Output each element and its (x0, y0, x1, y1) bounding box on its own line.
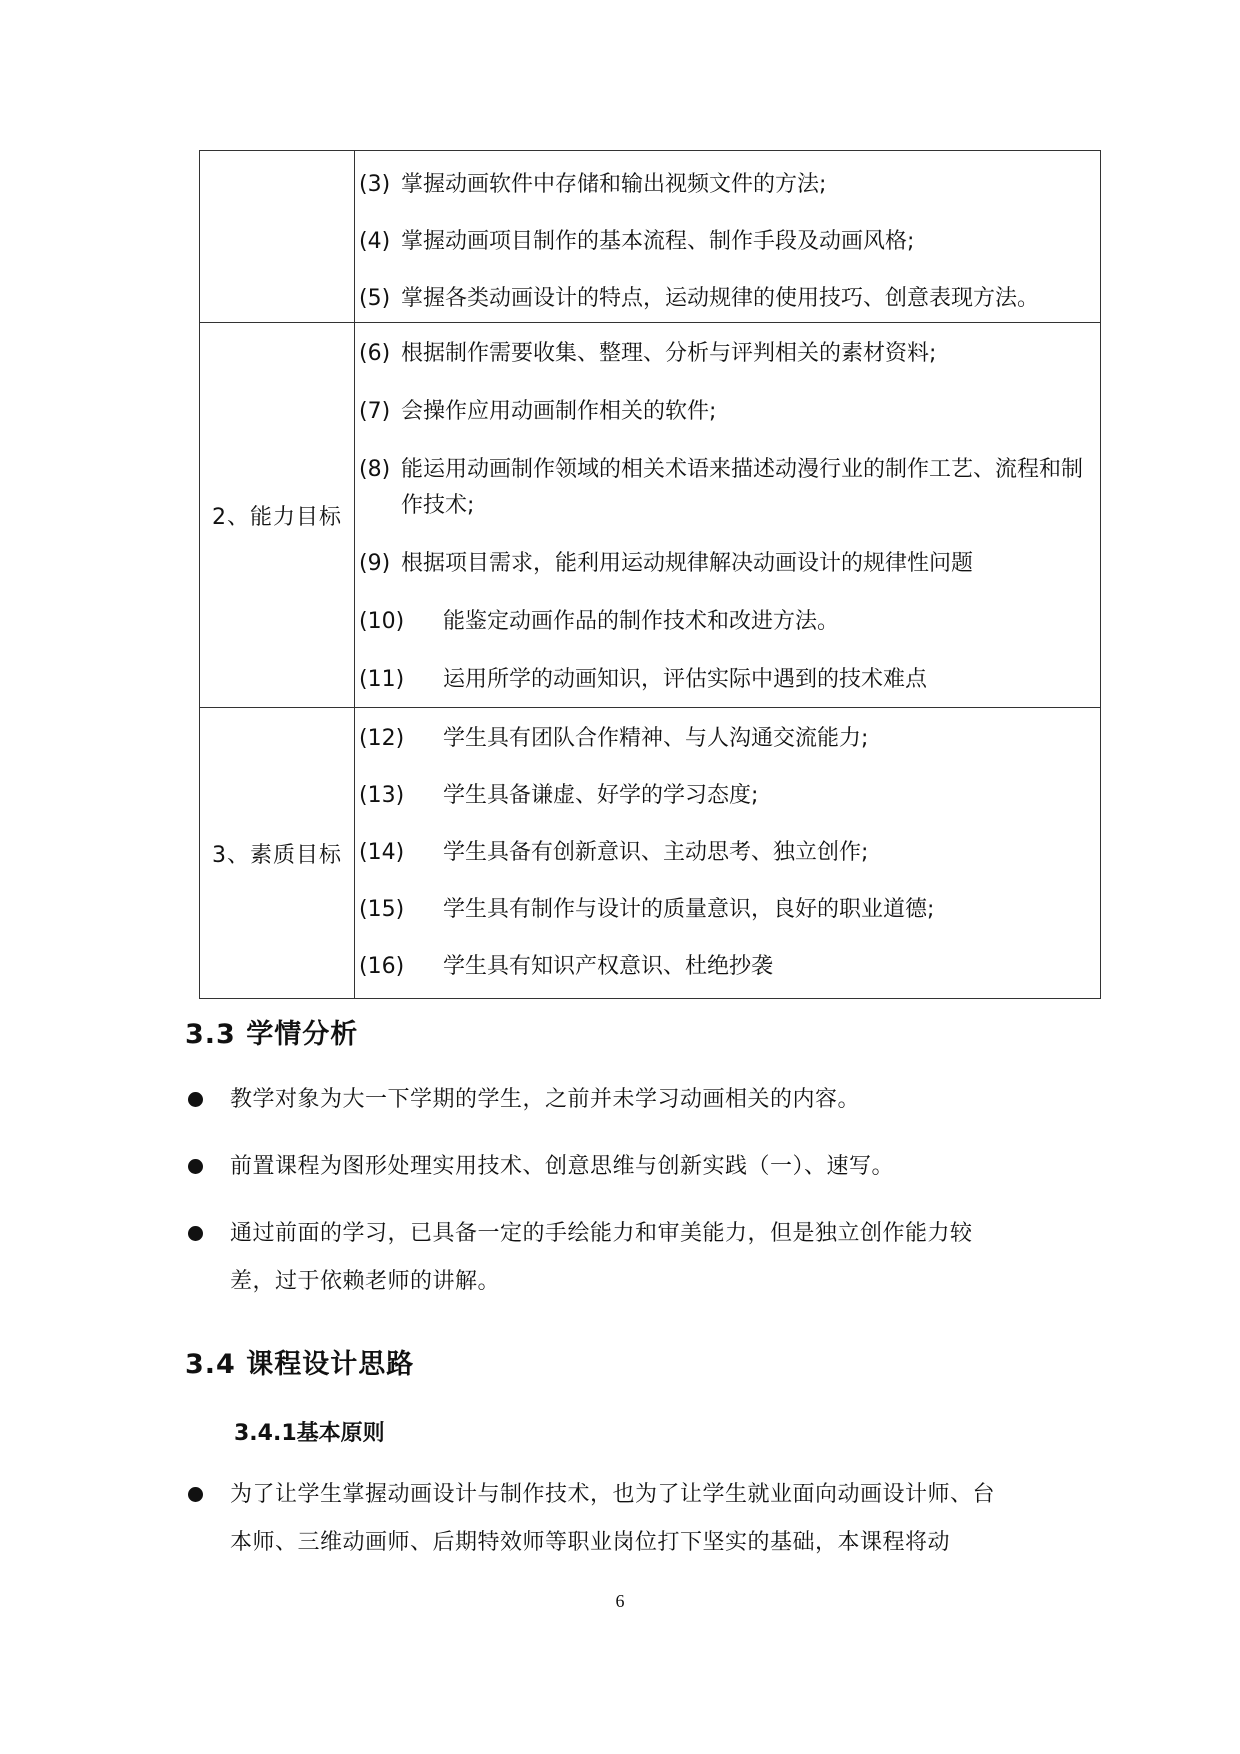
section-heading-3-3: 3.3 学情分析 (185, 1019, 359, 1050)
goal-item (355, 224, 1100, 260)
goal-item-number: (15) (359, 897, 405, 922)
goal-item-number: (3) (359, 171, 391, 197)
category-cell: 3、素质目标 (200, 708, 355, 999)
goal-item (355, 336, 1100, 372)
table-row-ability (200, 323, 1101, 708)
bullet-item (185, 1143, 1015, 1191)
bullet-text: 通过前面的学习，已具备一定的手绘能力和审美能力，但是独立创作能力较差，过于依赖老师的讲解。 (230, 1221, 973, 1294)
goal-item-number: (8) (359, 457, 391, 482)
goal-item-text: 根据项目需求，能利用运动规律解决动画设计的规律性问题 (401, 551, 974, 576)
goal-item-number: (5) (359, 285, 391, 311)
goal-item-text: 学生具有制作与设计的质量意识，良好的职业道德; (443, 897, 935, 922)
goal-item (355, 662, 1100, 698)
goal-item-number: (10) (359, 609, 405, 634)
goal-item (355, 167, 1100, 203)
bullet-text: 教学对象为大一下学期的学生，之前并未学习动画相关的内容。 (230, 1087, 861, 1112)
goal-item-number: (16) (359, 954, 405, 979)
bullet-dot-icon (188, 1092, 203, 1107)
items-cell (355, 151, 1101, 323)
bullet-text: 前置课程为图形处理实用技术、创意思维与创新实践（一）、速写。 (230, 1154, 895, 1179)
bullet-item (185, 1471, 1015, 1567)
goal-item-number: (14) (359, 840, 405, 865)
goal-item-text: 学生具备谦虚、好学的学习态度; (443, 783, 759, 808)
subsection-heading-3-4-1: 3.4.1基本原则 (234, 1421, 385, 1446)
goal-item-number: (7) (359, 399, 391, 424)
category-cell: 2、能力目标 (200, 323, 355, 708)
page-number: 6 (615, 1591, 625, 1611)
goal-item-text: 能鉴定动画作品的制作技术和改进方法。 (443, 609, 840, 634)
goal-item-text: 运用所学的动画知识，评估实际中遇到的技术难点 (443, 667, 928, 692)
goal-item-text: 掌握动画软件中存储和输出视频文件的方法; (401, 171, 827, 197)
bullet-dot-icon (188, 1226, 203, 1241)
goal-item (355, 394, 1100, 430)
goal-item (355, 281, 1100, 317)
goal-item-text: 会操作应用动画制作相关的软件; (401, 399, 717, 424)
goal-item (355, 778, 1100, 814)
goal-item (355, 546, 1100, 582)
goal-item-number: (11) (359, 667, 405, 692)
course-goals-table (199, 150, 1101, 999)
items-cell (355, 323, 1101, 708)
table-row-quality (200, 708, 1101, 999)
goal-item-number: (12) (359, 726, 405, 751)
bullet-dot-icon (188, 1487, 203, 1502)
section-heading-3-4: 3.4 课程设计思路 (185, 1349, 415, 1380)
goal-item-text: 学生具有知识产权意识、杜绝抄袭 (443, 954, 774, 979)
goal-item-text: 学生具备有创新意识、主动思考、独立创作; (443, 840, 869, 865)
bullet-dot-icon (188, 1159, 203, 1174)
goal-item-number: (4) (359, 228, 391, 254)
goal-item-text: 掌握各类动画设计的特点，运动规律的使用技巧、创意表现方法。 (401, 285, 1040, 311)
items-cell (355, 708, 1101, 999)
goal-item (355, 721, 1100, 757)
bullet-item (185, 1076, 1015, 1124)
table-row-knowledge (200, 151, 1101, 323)
goal-item (355, 892, 1100, 928)
goal-item (355, 949, 1100, 985)
goal-item (355, 835, 1100, 871)
goal-item (355, 452, 1100, 524)
bullet-text: 为了让学生掌握动画设计与制作技术，也为了让学生就业面向动画设计师、台本师、三维动画师、后期特效师等职业岗位打下坚实的基础，本课程将动 (230, 1482, 996, 1555)
goal-item-text: 能运用动画制作领域的相关术语来描述动漫行业的制作工艺、流程和制作技术; (401, 457, 1084, 518)
goal-item-number: (9) (359, 551, 391, 576)
goal-item-text: 掌握动画项目制作的基本流程、制作手段及动画风格; (401, 228, 915, 254)
goal-item-number: (13) (359, 783, 405, 808)
goal-item-text: 学生具有团队合作精神、与人沟通交流能力; (443, 726, 869, 751)
goal-item-text: 根据制作需要收集、整理、分析与评判相关的素材资料; (401, 341, 937, 366)
category-cell (200, 151, 355, 323)
goal-item (355, 604, 1100, 640)
bullet-item (185, 1210, 1015, 1306)
goal-item-number: (6) (359, 341, 391, 366)
